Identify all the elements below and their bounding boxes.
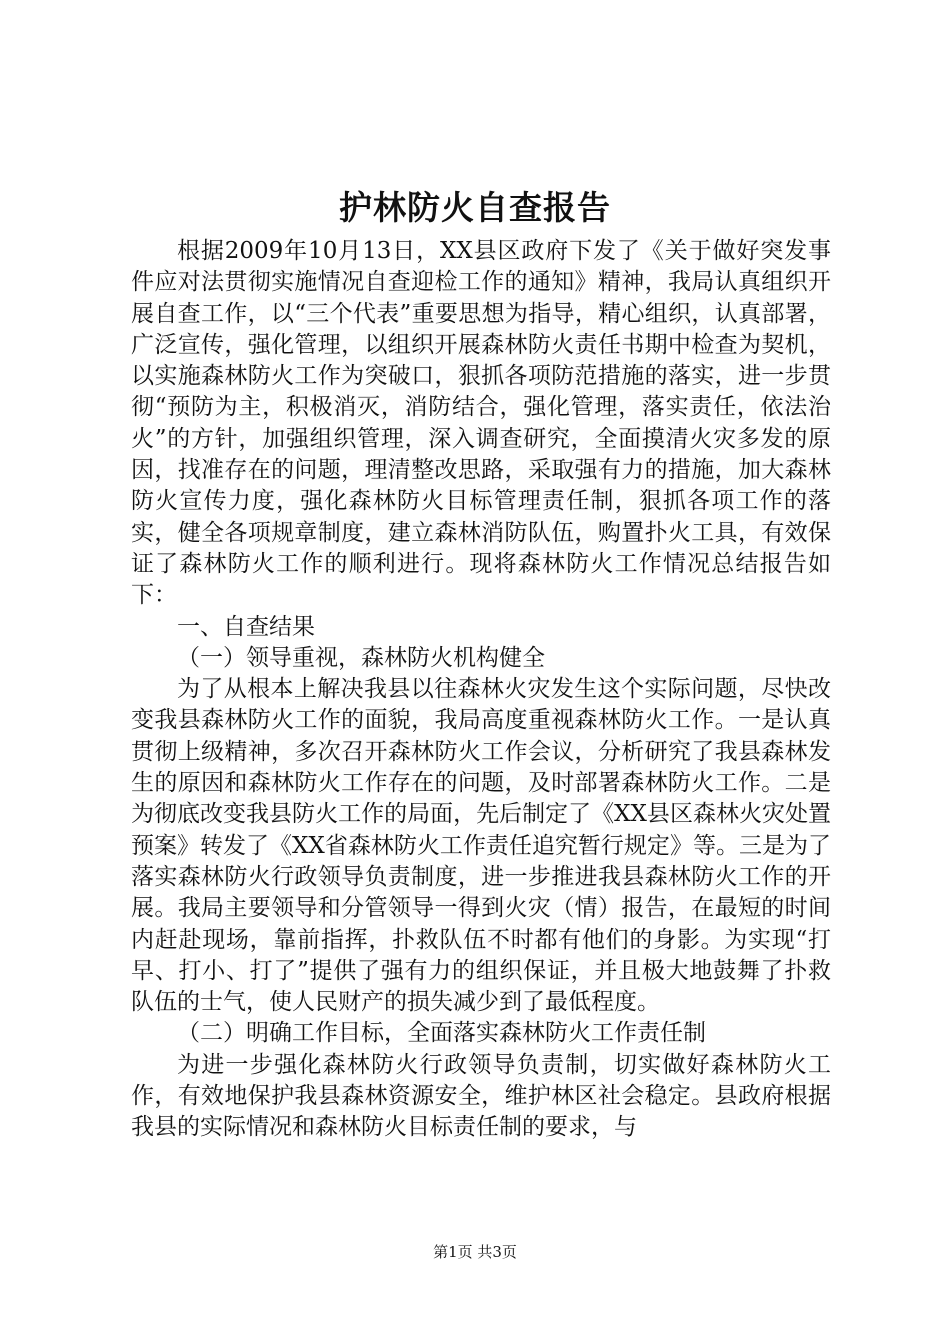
subsection-heading-1: （一）领导重视，森林防火机构健全 (177, 644, 545, 671)
document-title: 护林防火自查报告 (339, 188, 611, 227)
document-body (131, 236, 831, 1144)
page-footer: 第1页 共3页 (433, 1243, 517, 1261)
paragraph-leadership: 为了从根本上解决我县以往森林火灾发生这个实际问题，尽快改变我县森林防火工作的面貌，我局高度重视森林防火工作。一是认真贯彻上级精神，多次召开森林防火工作会议，分析研究了我县森林发生的原因和森林防火工作存在的问题，及时部署森林防火工作。二是为彻底改变我县防火工作的局面，先后制定了《XX县区森林火灾处置预案》转发了《XX省森林防火工作责任追究暂行规定》等。三是为了落实森林防火行政领导负责制度，进一步推进我县森林防火工作的开展。我局主要领导和分管领导一得到火灾（情）报告，在最短的时间内赶赴现场，靠前指挥，扑救队伍不时都有他们的身影。为实现“打早、打小、打了”提供了强有力的组织保证，并且极大地鼓舞了扑救队伍的士气，使人民财产的损失减少到了最低程度。 (131, 676, 831, 1016)
subsection-heading-2: （二）明确工作目标，全面落实森林防火工作责任制 (177, 1020, 706, 1047)
paragraph-intro: 根据2009年10月13日，XX县区政府下发了《关于做好突发事件应对法贯彻实施情况自查迎检工作的通知》精神，我局认真组织开展自查工作，以“三个代表”重要思想为指导，精心组织，认真部署，广泛宣传，强化管理，以组织开展森林防火责任书期中检查为契机，以实施森林防火工作为突破口，狠抓各项防范措施的落实，进一步贯彻“预防为主，积极消灭，消防结合，强化管理，落实责任，依法治火”的方针，加强组织管理，深入调查研究，全面摸清火灾多发的原因，找准存在的问题，理清整改思路，采取强有力的措施，加大森林防火宣传力度，强化森林防火目标管理责任制，狠抓各项工作的落实，健全各项规章制度，建立森林消防队伍，购置扑火工具，有效保证了森林防火工作的顺利进行。现将森林防火工作情况总结报告如下： (131, 238, 831, 609)
paragraph-responsibility: 为进一步强化森林防火行政领导负责制，切实做好森林防火工作，有效地保护我县森林资源安全，维护林区社会稳定。县政府根据我县的实际情况和森林防火目标责任制的要求，与 (131, 1051, 831, 1141)
section-heading-self-check-results: 一、自查结果 (177, 613, 315, 640)
